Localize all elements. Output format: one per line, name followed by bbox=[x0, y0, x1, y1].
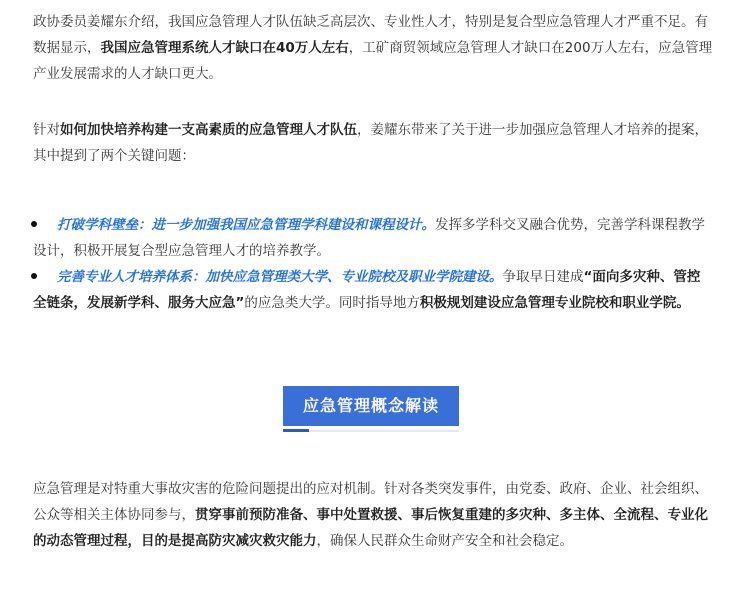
key-issue-text-1: 发挥多学科交叉融合优势，完善学科课程教学设计，积极开展复合型应急管理人才的培养教学。 bbox=[33, 217, 705, 259]
proposal-text-2: ，姜耀东带来了关于进一步加强应急管理人才培养的提案，其中提到了两个关键问题： bbox=[33, 122, 708, 164]
proposal-bold-1: 如何加快培养构建一支高素质的应急管理人才队伍 bbox=[60, 122, 357, 138]
section-title: 应急管理概念解读 bbox=[283, 386, 459, 426]
intro-paragraph bbox=[33, 9, 713, 87]
key-issue-highlight: 完善专业人才培养体系：加快应急管理类大学、专业院校及职业学院建设。 bbox=[57, 269, 503, 285]
bullet-dot-icon bbox=[31, 221, 37, 227]
intro-text-1: 政协委员姜耀东介绍，我国应急管理人才队伍缺乏高层次、专业性人才，特别是复合型应急管理人才严重不足。有数据显示， bbox=[33, 14, 708, 56]
key-issue-text-1: 争取早日建成 bbox=[502, 269, 584, 285]
key-issue-body bbox=[33, 212, 713, 264]
key-issue-bold-1: “面向多灾种、管控全链条，发展新学科、服务大应急” bbox=[33, 269, 701, 311]
proposal-paragraph bbox=[33, 117, 713, 169]
intro-text-2: ，工矿商贸领域应急管理人才缺口在200万人左右，应急管理产业发展需求的人才缺口更大。 bbox=[33, 40, 713, 82]
definition-text-2: ，确保人民群众生命财产安全和社会稳定。 bbox=[316, 533, 573, 549]
section-heading bbox=[283, 386, 459, 433]
intro-bold-1: 我国应急管理系统人才缺口在40万人左右 bbox=[100, 40, 349, 56]
key-issue-highlight: 打破学科壁垒：进一步加强我国应急管理学科建设和课程设计。 bbox=[57, 217, 435, 233]
key-issue-body bbox=[33, 264, 713, 316]
proposal-text-1: 针对 bbox=[33, 122, 60, 138]
key-issue-item bbox=[33, 264, 713, 316]
key-issues-list bbox=[33, 212, 713, 316]
definition-paragraph bbox=[33, 476, 713, 554]
definition-text-1: 应急管理是对特重大事故灾害的危险问题提出的应对机制。针对各类突发事件，由党委、政府、企业、社会组织、公众等相关主体协同参与， bbox=[33, 481, 708, 523]
key-issue-bold-2: 积极规划建设应急管理专业院校和职业学院。 bbox=[419, 295, 690, 311]
section-underline bbox=[283, 430, 459, 432]
definition-bold-1: 贯穿事前预防准备、事中处置救援、事后恢复重建的多灾种、多主体、全流程、专业化的动态管理过程，目的是提高防灾减灾救灾能力 bbox=[33, 507, 708, 549]
section-underline-accent bbox=[283, 429, 309, 432]
key-issue-text-2: 的应急类大学。同时指导地方 bbox=[244, 295, 420, 311]
key-issue-item bbox=[33, 212, 713, 264]
bullet-dot-icon bbox=[31, 273, 37, 279]
